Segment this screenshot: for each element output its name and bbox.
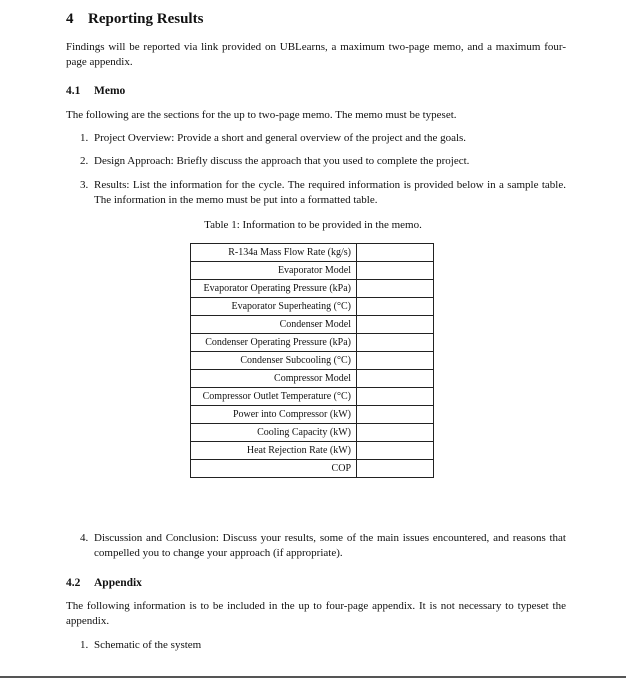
row-value xyxy=(357,406,434,424)
memo-item-design-approach xyxy=(80,154,566,169)
table-row xyxy=(191,442,434,460)
list-number: 2. xyxy=(80,155,89,167)
memo-item-overview xyxy=(80,131,566,146)
appendix-heading xyxy=(66,576,142,591)
list-text: Project Overview: Provide a short and general overview of the project and the goals. xyxy=(94,132,467,144)
table-row xyxy=(191,388,434,406)
table-row xyxy=(191,406,434,424)
list-number: 1. xyxy=(80,132,89,144)
appendix-item-schematic xyxy=(80,638,566,653)
table-row xyxy=(191,370,434,388)
table-row xyxy=(191,424,434,442)
appendix-title: Appendix xyxy=(94,577,142,589)
memo-heading xyxy=(66,84,125,99)
table-row xyxy=(191,334,434,352)
row-label: Evaporator Operating Pressure (kPa) xyxy=(191,280,357,298)
info-table xyxy=(190,243,434,478)
row-value xyxy=(357,460,434,478)
row-value xyxy=(357,442,434,460)
row-value xyxy=(357,370,434,388)
table-row xyxy=(191,298,434,316)
row-value xyxy=(357,424,434,442)
row-label: Compressor Model xyxy=(191,370,357,388)
list-text: Design Approach: Briefly discuss the approach that you used to complete the project. xyxy=(94,155,470,167)
list-text: Results: List the information for the cycle. The required information is provided below in a sample table. The information in the memo must be put into a formatted table. xyxy=(94,179,566,206)
table-row xyxy=(191,352,434,370)
row-label: COP xyxy=(191,460,357,478)
section-number: 4 xyxy=(66,11,74,27)
table-caption: Table 1: Information to be provided in the memo. xyxy=(204,219,422,231)
row-label: Evaporator Model xyxy=(191,262,357,280)
table-row xyxy=(191,244,434,262)
row-label: Compressor Outlet Temperature (°C) xyxy=(191,388,357,406)
row-value xyxy=(357,352,434,370)
memo-title: Memo xyxy=(94,85,126,97)
table-row xyxy=(191,316,434,334)
row-label: Condenser Model xyxy=(191,316,357,334)
row-label: Power into Compressor (kW) xyxy=(191,406,357,424)
list-number: 3. xyxy=(80,179,89,191)
row-label: R-134a Mass Flow Rate (kg/s) xyxy=(191,244,357,262)
page-bottom-divider xyxy=(0,676,626,678)
row-value xyxy=(357,262,434,280)
row-label: Condenser Operating Pressure (kPa) xyxy=(191,334,357,352)
row-value xyxy=(357,388,434,406)
section-title: Reporting Results xyxy=(88,11,204,27)
appendix-number: 4.2 xyxy=(66,577,81,589)
row-value xyxy=(357,280,434,298)
row-value xyxy=(357,334,434,352)
list-text: Schematic of the system xyxy=(94,639,202,651)
row-value xyxy=(357,316,434,334)
section-intro: Findings will be reported via link provided on UBLearns, a maximum two-page memo, and a maximum four-page appendix. xyxy=(66,41,566,68)
list-text: Discussion and Conclusion: Discuss your results, some of the main issues encountered, and reasons that compelled you to change your approach (if appropriate). xyxy=(94,532,566,559)
memo-number: 4.1 xyxy=(66,85,81,97)
row-label: Evaporator Superheating (°C) xyxy=(191,298,357,316)
memo-intro: The following are the sections for the up to two-page memo. The memo must be typeset. xyxy=(66,109,457,121)
table-row xyxy=(191,280,434,298)
memo-item-results xyxy=(80,178,566,208)
table-row xyxy=(191,460,434,478)
row-value xyxy=(357,298,434,316)
memo-item-discussion xyxy=(80,531,566,561)
list-number: 4. xyxy=(80,532,89,544)
row-label: Cooling Capacity (kW) xyxy=(191,424,357,442)
row-value xyxy=(357,244,434,262)
row-label: Condenser Subcooling (°C) xyxy=(191,352,357,370)
section-heading xyxy=(66,9,203,29)
list-number: 1. xyxy=(80,639,89,651)
row-label: Heat Rejection Rate (kW) xyxy=(191,442,357,460)
table-row xyxy=(191,262,434,280)
appendix-intro: The following information is to be included in the up to four-page appendix. It is not necessary to typeset the appendix. xyxy=(66,600,566,627)
